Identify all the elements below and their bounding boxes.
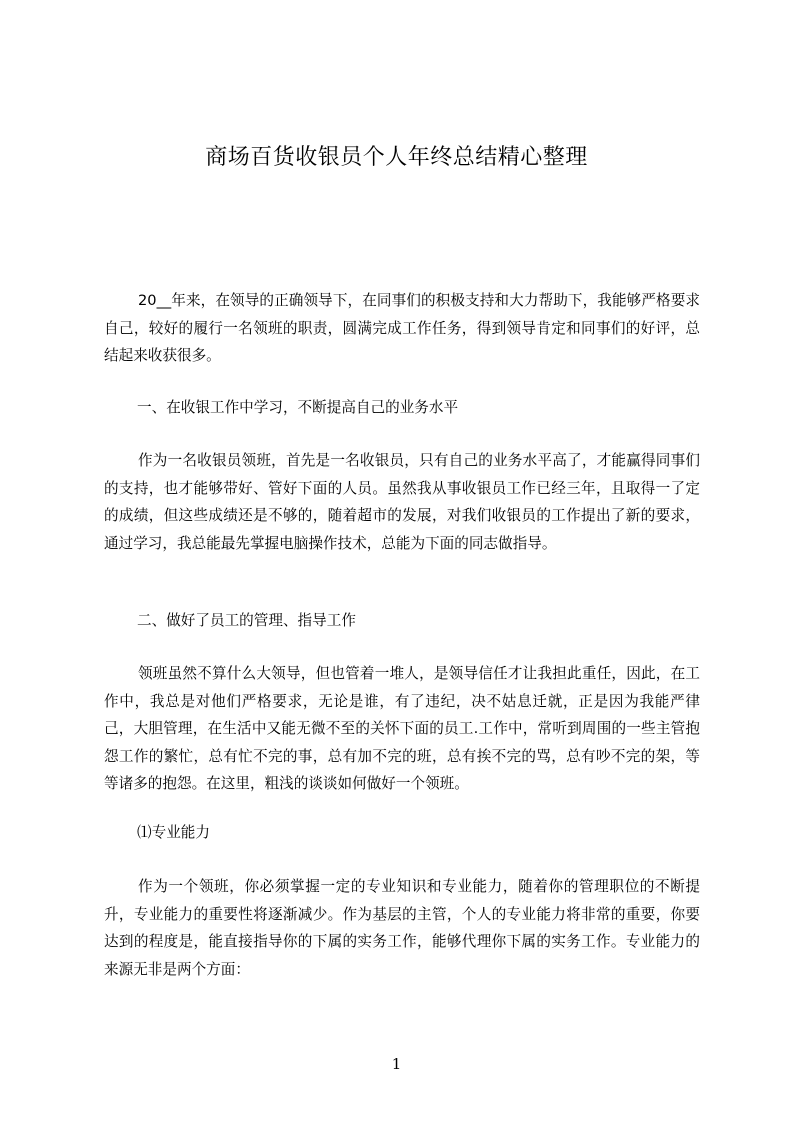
section-2-paragraph: 领班虽然不算什么大领导，但也管着一堆人，是领导信任才让我担此重任，因此，在工作中，我总是对他们严格要求，无论是谁，有了违纪，决不姑息迁就，正是因为我能严律己，大胆管理，在生活中又能无微不至的关怀下面的员工.工作中，常听到周围的一些主管抱怨工作的繁忙，总有忙不完的事，总有加不完的班，总有挨不完的骂，总有吵不完的架，等等诸多的抱怨。在这里，粗浅的谈谈如何做好一个领班。: [104, 665, 700, 792]
intro-paragraph: 20__年来，在领导的正确领导下，在同事们的积极支持和大力帮助下，我能够严格要求自己，较好的履行一名领班的职责，圆满完成工作任务，得到领导肯定和同事们的好评，总结起来收获很多。: [104, 292, 700, 364]
subsection-1-paragraph: 作为一个领班，你必须掌握一定的专业知识和专业能力，随着你的管理职位的不断提升，专业能力的重要性将逐渐减少。作为基层的主管，个人的专业能力将非常的重要，你要达到的程度是，能直接指导你的下属的实务工作，能够代理你下属的实务工作。专业能力的来源无非是两个方面：: [104, 878, 700, 978]
page-number: 1: [391, 1055, 402, 1073]
section-2-heading: 二、做好了员工的管理、指导工作: [137, 612, 356, 629]
section-1-heading: 一、在收银工作中学习，不断提高自己的业务水平: [137, 399, 459, 416]
document-title: 商场百货收银员个人年终总结精心整理: [205, 145, 588, 170]
subsection-1-heading: ⑴专业能力: [137, 824, 210, 841]
section-1-paragraph: 作为一名收银员领班，首先是一名收银员，只有自己的业务水平高了，才能赢得同事们的支持，也才能够带好、管好下面的人员。虽然我从事收银员工作已经三年，且取得一了定的成绩，但这些成绩还是不够的，随着超市的发展，对我们收银员的工作提出了新的要求，通过学习，我总能最先掌握电脑操作技术，总能为下面的同志做指导。: [104, 452, 700, 552]
